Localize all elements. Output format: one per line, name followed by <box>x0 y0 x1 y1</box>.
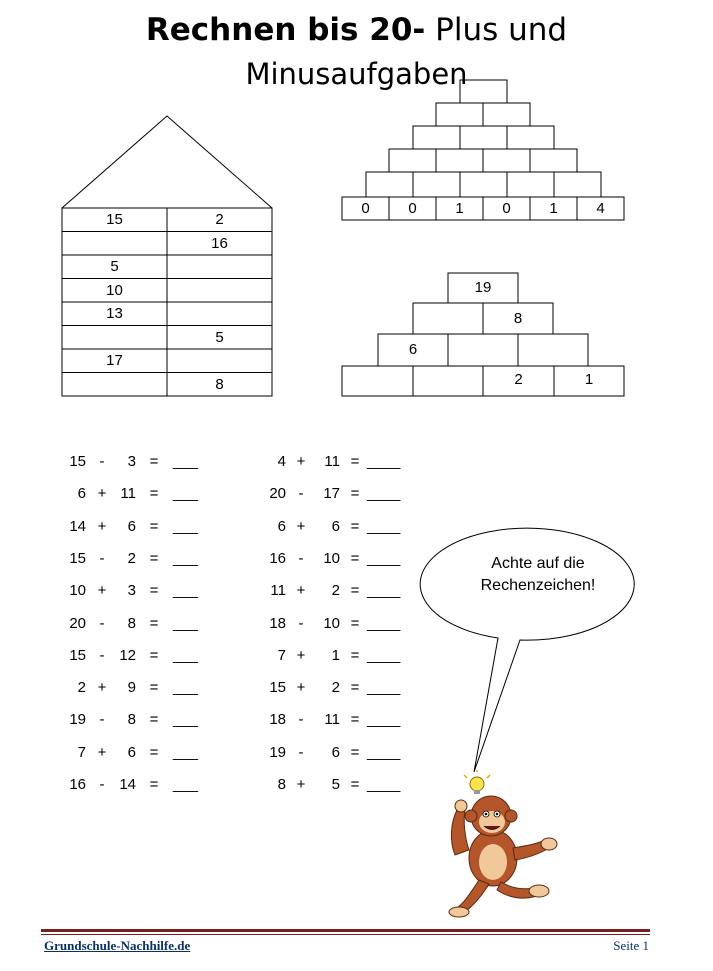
equation-operand-b: 2 <box>127 549 136 567</box>
equation-operator: - <box>298 743 304 761</box>
equation-operand-a: 6 <box>77 485 86 503</box>
answer-blank[interactable]: ____ <box>367 582 401 600</box>
equation-operand-b: 6 <box>331 517 340 535</box>
equation-equals: = <box>149 582 159 600</box>
pyramid-brick: 1 <box>584 371 594 388</box>
equation-operator: - <box>99 549 105 567</box>
footer-page-number: Seite 1 <box>613 938 649 953</box>
equation-equals: = <box>350 549 360 567</box>
equation-operand-a: 15 <box>269 679 286 697</box>
equation-operator: + <box>296 679 306 697</box>
pyramid-brick <box>413 369 483 391</box>
pyramid-brick: 6 <box>408 341 418 358</box>
equation-operand-b: 12 <box>119 646 136 664</box>
equation-equals: = <box>350 517 360 535</box>
pyramid-brick: 0 <box>408 200 417 217</box>
speech-bubble-text <box>440 553 636 597</box>
equation-operator: + <box>296 646 306 664</box>
pyramid-brick: 19 <box>474 279 492 296</box>
equation-operand-b: 6 <box>331 743 340 761</box>
equation-equals: = <box>350 582 360 600</box>
equation-equals: = <box>149 485 159 503</box>
footer-site-link[interactable]: Grundschule-Nachhilfe.de <box>44 938 191 953</box>
house-cell: 13 <box>106 305 123 322</box>
house-cell: 16 <box>211 234 228 252</box>
equation-operand-a: 6 <box>277 517 286 535</box>
pyramid-brick <box>342 369 413 391</box>
equation-row <box>0 774 713 796</box>
equation-equals: = <box>149 646 159 664</box>
equation-operand-a: 19 <box>69 711 86 729</box>
equation-row <box>0 451 713 473</box>
house-cell: 10 <box>106 281 123 299</box>
equation-operand-a: 18 <box>269 614 286 632</box>
equation-equals: = <box>149 517 159 535</box>
equation-equals: = <box>350 485 360 503</box>
footer-rule-thick <box>41 929 650 932</box>
equation-operand-b: 5 <box>331 776 340 793</box>
equation-row <box>0 483 713 505</box>
answer-blank[interactable]: ____ <box>367 743 401 761</box>
equation-operand-b: 2 <box>331 679 340 697</box>
equation-operand-a: 20 <box>269 485 286 503</box>
equation-operand-a: 2 <box>77 679 86 697</box>
equation-operand-a: 10 <box>69 582 86 600</box>
answer-blank[interactable]: ____ <box>367 453 401 470</box>
house-cell <box>62 374 167 396</box>
answer-blank[interactable]: ___ <box>173 614 199 632</box>
equation-operator: + <box>97 485 107 503</box>
pyramid-brick: 0 <box>502 200 511 217</box>
light-bulb-icon <box>464 770 490 794</box>
answer-blank[interactable]: ___ <box>173 549 199 567</box>
pyramid-brick: 4 <box>596 200 605 217</box>
equation-operand-b: 8 <box>127 711 136 729</box>
equation-operand-a: 15 <box>69 549 86 567</box>
house-roof <box>62 116 272 208</box>
equation-operator: + <box>97 743 107 761</box>
house-cell: 15 <box>106 211 123 228</box>
pyramid-brick <box>413 307 483 329</box>
equation-operand-a: 11 <box>270 582 286 600</box>
house-cell: 5 <box>215 328 224 346</box>
equation-equals: = <box>149 711 159 729</box>
house-cell: 17 <box>106 352 123 369</box>
equation-equals: = <box>149 679 159 697</box>
equation-operator: + <box>97 582 107 600</box>
house-cell <box>62 327 167 349</box>
monkey-mascot-icon <box>435 770 565 920</box>
equation-operator: + <box>296 517 306 535</box>
house-cell <box>167 256 272 278</box>
equation-operand-a: 8 <box>277 776 286 793</box>
equation-operand-a: 7 <box>277 646 286 664</box>
answer-blank[interactable]: ___ <box>173 776 199 793</box>
equation-operator: - <box>298 549 304 567</box>
answer-blank[interactable]: ___ <box>173 679 199 697</box>
speech-bubble-line: Achte auf die <box>491 555 585 572</box>
equation-operator: - <box>99 614 105 632</box>
equation-equals: = <box>350 614 360 632</box>
equation-operand-b: 14 <box>119 776 136 793</box>
answer-blank[interactable]: ___ <box>173 485 199 503</box>
equation-operand-b: 11 <box>120 485 136 503</box>
title-bold: Rechnen bis 20- <box>145 12 426 48</box>
equation-row <box>0 645 713 667</box>
answer-blank[interactable]: ___ <box>173 582 199 600</box>
house-cell <box>167 350 272 372</box>
equation-equals: = <box>350 679 360 697</box>
house-cell: 2 <box>215 211 224 228</box>
equation-operator: - <box>298 485 304 503</box>
house-cell <box>167 280 272 302</box>
equation-operand-b: 3 <box>127 582 136 600</box>
equation-operator: - <box>99 453 105 470</box>
equation-operand-b: 2 <box>331 582 340 600</box>
pyramid-brick: 8 <box>513 310 523 327</box>
equation-operand-a: 7 <box>77 743 86 761</box>
pyramid-brick: 2 <box>514 371 523 388</box>
equation-equals: = <box>149 614 159 632</box>
answer-blank[interactable]: ____ <box>367 517 401 535</box>
equation-operand-b: 9 <box>127 679 136 697</box>
footer-rule-thin <box>41 934 650 935</box>
answer-blank[interactable]: ___ <box>173 743 199 761</box>
equation-operand-a: 15 <box>69 646 86 664</box>
equation-operand-a: 20 <box>69 614 86 632</box>
answer-blank[interactable]: ___ <box>173 453 199 470</box>
equation-operand-b: 11 <box>324 711 340 729</box>
answer-blank[interactable]: ___ <box>173 517 199 535</box>
speech-bubble-line: Rechenzeichen! <box>480 577 596 594</box>
equation-equals: = <box>149 549 159 567</box>
house-cell: 5 <box>110 258 119 275</box>
answer-blank[interactable]: ____ <box>367 646 401 664</box>
equation-equals: = <box>350 776 360 793</box>
answer-blank[interactable]: ____ <box>367 614 401 632</box>
house-cell <box>167 303 272 325</box>
answer-blank[interactable]: ____ <box>367 776 401 793</box>
equation-equals: = <box>149 743 159 761</box>
equation-operand-b: 10 <box>323 549 340 567</box>
equation-operand-a: 18 <box>269 711 286 729</box>
equation-operand-b: 6 <box>127 517 136 535</box>
equation-operand-a: 16 <box>269 549 286 567</box>
equation-operand-b: 11 <box>324 453 340 470</box>
answer-blank[interactable]: ____ <box>367 679 401 697</box>
house-cell: 8 <box>215 375 224 393</box>
equation-operator: + <box>296 776 306 793</box>
equation-row <box>0 742 713 764</box>
page-subtitle: Minusaufgaben <box>245 57 468 91</box>
equation-operand-b: 10 <box>323 614 340 632</box>
equation-operand-a: 16 <box>69 776 86 793</box>
equation-operand-b: 3 <box>127 453 136 470</box>
pyramid-brick <box>448 339 518 361</box>
equation-operand-a: 4 <box>277 453 286 470</box>
pyramid-brick <box>518 339 588 361</box>
equation-operator: + <box>97 679 107 697</box>
pyramid-brick: 1 <box>549 200 558 217</box>
equation-operator: - <box>99 711 105 729</box>
equation-row <box>0 677 713 699</box>
equation-operand-b: 17 <box>323 485 340 503</box>
house-cell <box>62 233 167 255</box>
equation-operand-b: 6 <box>127 743 136 761</box>
answer-blank[interactable]: ____ <box>367 711 401 729</box>
pyramid-brick: 1 <box>455 200 464 217</box>
equation-operand-b: 8 <box>127 614 136 632</box>
answer-blank[interactable]: ____ <box>367 549 401 567</box>
equation-operator: + <box>97 517 107 535</box>
equation-operator: - <box>298 614 304 632</box>
equation-operator: + <box>296 453 306 470</box>
equation-row <box>0 709 713 731</box>
equation-row <box>0 516 713 538</box>
equation-equals: = <box>350 743 360 761</box>
title-rest: Plus und <box>425 12 568 48</box>
equation-operand-a: 15 <box>69 453 86 470</box>
equation-operand-a: 19 <box>269 743 286 761</box>
equation-operator: - <box>99 776 105 793</box>
equation-equals: = <box>350 453 360 470</box>
equation-operator: + <box>296 582 306 600</box>
pyramid-brick: 0 <box>361 200 370 217</box>
answer-blank[interactable]: ____ <box>367 485 401 503</box>
answer-blank[interactable]: ___ <box>173 711 199 729</box>
answer-blank[interactable]: ___ <box>173 646 199 664</box>
equation-equals: = <box>350 646 360 664</box>
equation-equals: = <box>149 453 159 470</box>
equation-row <box>0 613 713 635</box>
equation-operand-a: 14 <box>69 517 86 535</box>
equation-operator: - <box>99 646 105 664</box>
equation-operator: - <box>298 711 304 729</box>
equation-equals: = <box>149 776 159 793</box>
equation-operand-b: 1 <box>331 646 340 664</box>
equation-equals: = <box>350 711 360 729</box>
